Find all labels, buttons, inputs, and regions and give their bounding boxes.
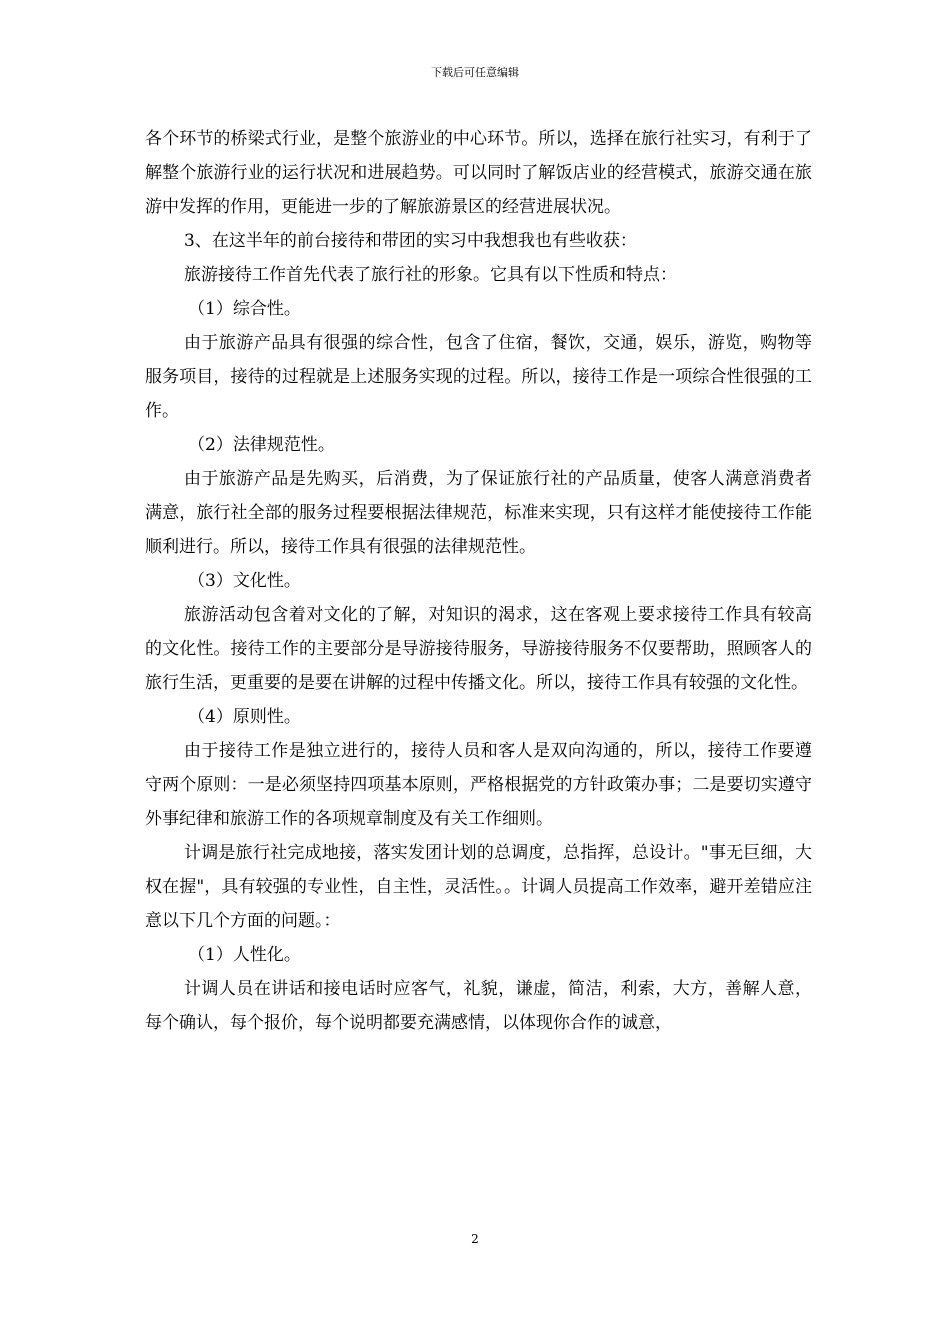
heading-cultural: （3）文化性。 xyxy=(188,571,301,591)
paragraph-legal-norms: 由于旅游产品是先购买，后消费，为了保证旅行社的产品质量，使客人满意消费者满意，旅行社全部的服务过程要根据法律规范，标准来实现，只有这样才能使接待工作能顺利进行。所以，接待工作具有很强的法律规范性。 xyxy=(145,469,812,557)
heading-humanization: （1）人性化。 xyxy=(188,945,301,965)
paragraph-point-3: 3、在这半年的前台接待和带团的实习中我想我也有些收获： xyxy=(184,231,637,251)
paragraph-humanization: 计调人员在讲话和接电话时应客气，礼貌，谦虚，简洁，利索，大方，善解人意，每个确认，每个报价，每个说明都要充满感情，以体现你合作的诚意， xyxy=(145,979,812,1033)
page-number: 2 xyxy=(471,1232,479,1246)
heading-comprehensive: （1）综合性。 xyxy=(188,299,301,319)
paragraph-reception-intro: 旅游接待工作首先代表了旅行社的形象。它具有以下性质和特点： xyxy=(184,265,677,285)
paragraph-comprehensive: 由于旅游产品具有很强的综合性，包含了住宿，餐饮，交通，娱乐，游览，购物等服务项目，接待的过程就是上述服务实现的过程。所以，接待工作是一项综合性很强的工作。 xyxy=(145,333,812,421)
page-header: 下载后可任意编辑 xyxy=(431,66,519,79)
paragraph-dispatch: 计调是旅行社完成地接，落实发团计划的总调度，总指挥，总设计。"事无巨细，大权在握"，具有较强的专业性，自主性，灵活性。。计调人员提高工作效率，避开差错应注意以下几个方面的问题。： xyxy=(145,843,812,931)
document-body xyxy=(145,122,812,1040)
paragraph-principled: 由于接待工作是独立进行的，接待人员和客人是双向沟通的，所以，接待工作要遵守两个原则：一是必须坚持四项基本原则，严格根据党的方针政策办事；二是要切实遵守外事纪律和旅游工作的各项规章制度及有关工作细则。 xyxy=(145,741,812,829)
heading-principled: （4）原则性。 xyxy=(188,707,301,727)
paragraph-cultural: 旅游活动包含着对文化的了解，对知识的渴求，这在客观上要求接待工作具有较高的文化性。接待工作的主要部分是导游接待服务，导游接待服务不仅要帮助，照顾客人的旅行生活，更重要的是要在讲解的过程中传播文化。所以，接待工作具有较强的文化性。 xyxy=(145,605,812,693)
paragraph-continuation: 各个环节的桥梁式行业，是整个旅游业的中心环节。所以，选择在旅行社实习，有利于了解整个旅游行业的运行状况和进展趋势。可以同时了解饭店业的经营模式，旅游交通在旅游中发挥的作用，更能进一步的了解旅游景区的经营进展状况。 xyxy=(145,129,812,217)
heading-legal-norms: （2）法律规范性。 xyxy=(188,435,335,455)
